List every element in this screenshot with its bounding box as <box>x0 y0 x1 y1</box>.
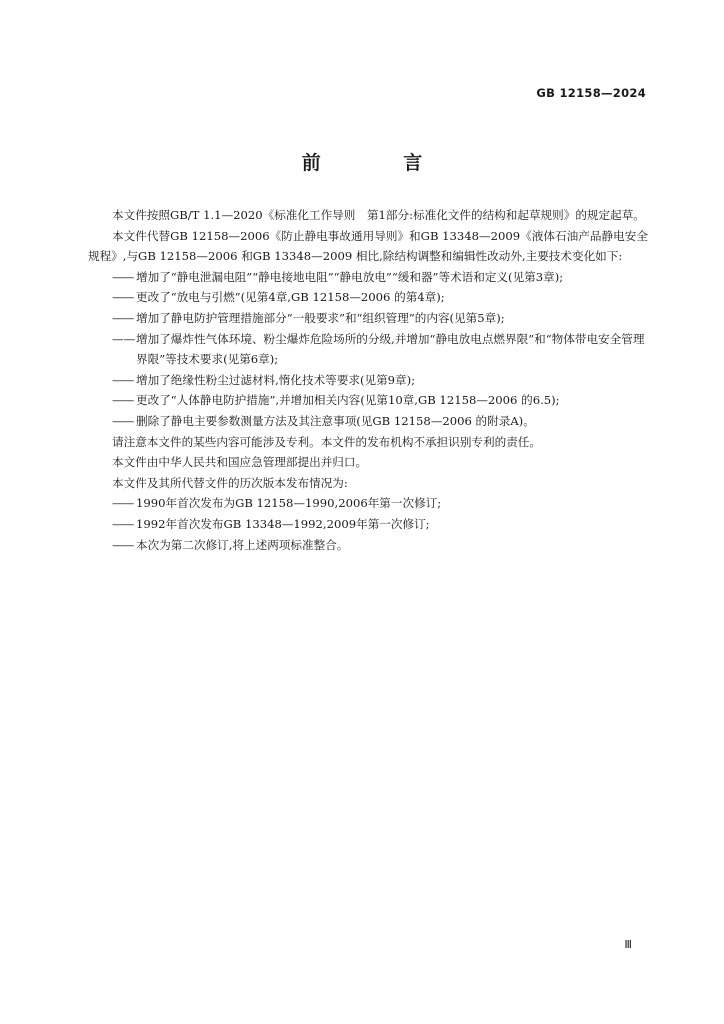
history-text: 1990年首次发布为GB 12158—1990,2006年第一次修订; <box>136 496 442 511</box>
change-text: 更改了“放电与引燃”(见第4章,GB 12158—2006 的第4章); <box>136 290 445 305</box>
change-item <box>88 287 648 308</box>
dash-marker: —— <box>112 537 134 552</box>
change-item <box>88 329 648 370</box>
page-number: Ⅲ <box>624 938 632 951</box>
change-text: 增加了绝缘性粉尘过滤材料,惰化技术等要求(见第9章); <box>136 372 416 387</box>
paragraph-replacement: 本文件代替GB 12158—2006《防止静电事故通用导则》和GB 13348—2009《液体石油产品静电安全规程》,与GB 12158—2006 和GB 13348—2009 相比,除结构调整和编辑性改动外,主要技术变化如下: <box>88 228 648 264</box>
dash-marker: —— <box>112 331 136 346</box>
dash-marker: —— <box>112 516 134 531</box>
change-text: 增加了爆炸性气体环境、粉尘爆炸危险场所的分级,并增加“静电放电点燃界限”和“物体带电安全管理界限”等技术要求(见第6章); <box>136 331 645 367</box>
history-intro: 本文件及其所代替文件的历次版本发布情况为: <box>112 475 348 490</box>
history-item <box>88 493 648 514</box>
dash-marker: —— <box>112 310 134 325</box>
standard-code: GB 12158—2024 <box>536 86 646 100</box>
change-item <box>88 267 648 288</box>
change-text: 增加了“静电泄漏电阻”“静电接地电阻”“静电放电”“缓和器”等术语和定义(见第3章); <box>136 269 564 284</box>
history-item <box>88 514 648 535</box>
change-item <box>88 411 648 432</box>
dash-marker: —— <box>112 413 134 428</box>
foreword-body <box>88 205 648 555</box>
dash-marker: —— <box>112 393 134 408</box>
history-item <box>88 535 648 556</box>
change-text: 删除了静电主要参数测量方法及其注意事项(见GB 12158—2006 的附录A)。 <box>136 413 535 428</box>
change-item <box>88 370 648 391</box>
change-text: 增加了静电防护管理措施部分“一般要求”和“组织管理”的内容(见第5章); <box>136 310 505 325</box>
dash-marker: —— <box>112 496 134 511</box>
change-item <box>88 308 648 329</box>
proposer-notice: 本文件由中华人民共和国应急管理部提出并归口。 <box>112 455 368 470</box>
history-text: 1992年首次发布GB 13348—1992,2009年第一次修订; <box>136 516 430 531</box>
change-text: 更改了“人体静电防护措施”,并增加相关内容(见第10章,GB 12158—2006 的6.5); <box>136 393 560 408</box>
dash-marker: —— <box>112 269 134 284</box>
paragraph-drafting-basis: 本文件按照GB/T 1.1—2020《标准化工作导则 第1部分:标准化文件的结构和起草规则》的规定起草。 <box>112 208 645 222</box>
history-text: 本次为第二次修订,将上述两项标准整合。 <box>136 537 349 552</box>
change-item <box>88 390 648 411</box>
dash-marker: —— <box>112 372 134 387</box>
dash-marker: —— <box>112 290 134 305</box>
patent-notice: 请注意本文件的某些内容可能涉及专利。本文件的发布机构不承担识别专利的责任。 <box>112 434 541 449</box>
page-title: 前 言 <box>301 152 461 174</box>
